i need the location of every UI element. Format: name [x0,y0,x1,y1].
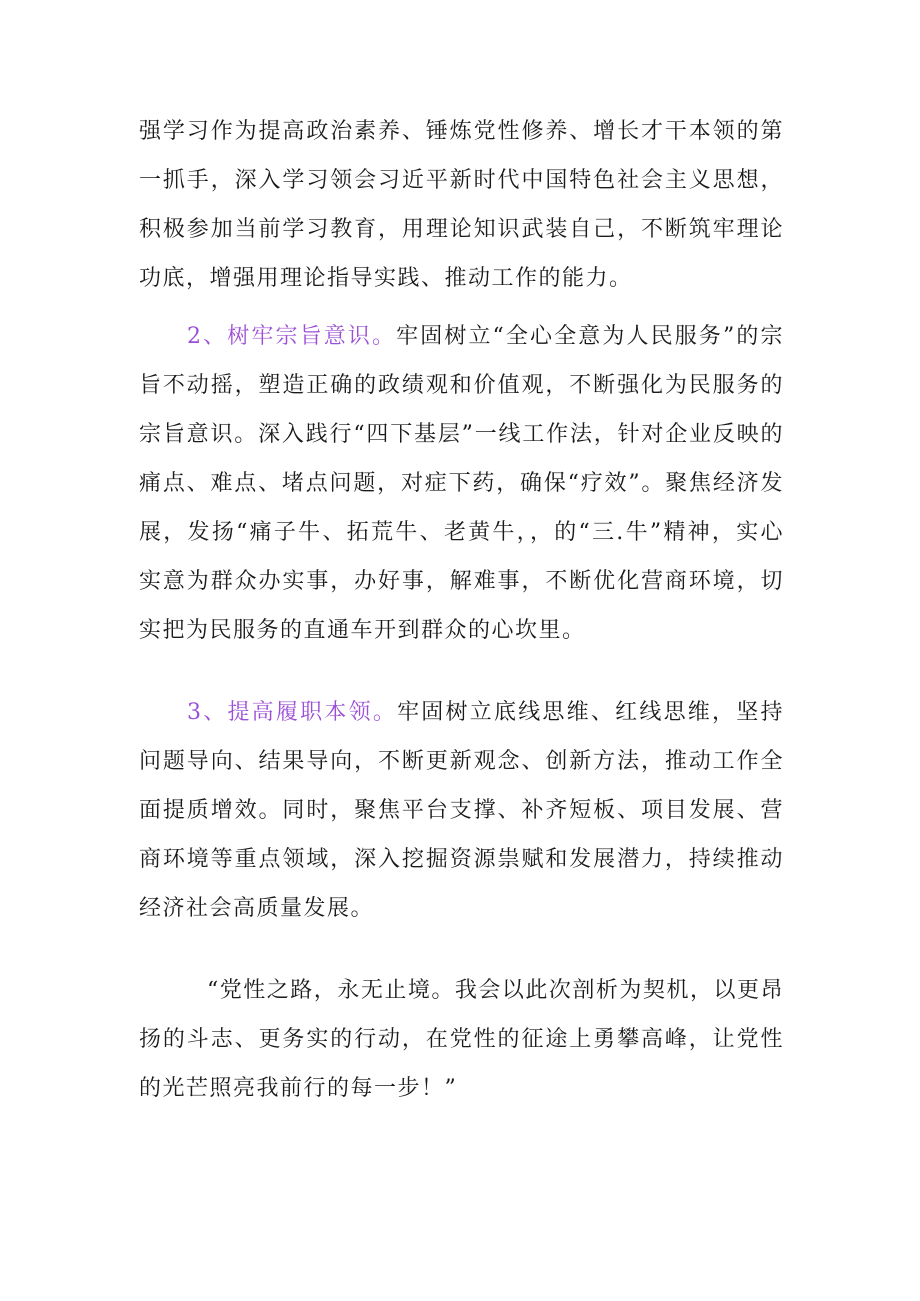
paragraph-study-text: 强学习作为提高政治素养、锤炼党性修养、增长才干本领的第一抓手，深入学习领会习近平新时代中国特色社会主义思想，积极参加当前学习教育，用理论知识武装自己，不断筑牢理论功底，增强用理论指导实践、推动工作的能力。 [139,119,784,291]
paragraph-purpose-awareness [139,312,784,655]
paragraph-study [139,107,784,303]
paragraph-purpose-awareness-text: 牢固树立“全心全意为人民服务”的宗旨不动摇，塑造正确的政绩观和价值观，不断强化为民服务的宗旨意识。深入践行“四下基层”一线工作法，针对企业反映的痛点、难点、堵点问题，对症下药，确保“疗效”。聚焦经济发展，发扬“痛子牛、拓荒牛、老黄牛，，的“三.牛”精神，实心实意为群众办实事，办好事，解难事，不断优化营商环境，切实把为民服务的直通车开到群众的心坎里。 [139,324,784,643]
paragraph-duty-ability-text: 牢固树立底线思维、红线思维，坚持问题导向、结果导向，不断更新观念、创新方法，推动工作全面提质增效。同时，聚焦平台支撑、补齐短板、项目发展、营商环境等重点领域，深入挖掘资源祟赋和发展潜力，持续推动经济社会高质量发展。 [139,700,784,921]
heading-duty-ability: 3、提高履职本领。 [187,700,398,725]
paragraph-duty-ability [139,688,784,933]
paragraph-closing-quote-text: “党性之路，永无止境。我会以此次剖析为契机，以更昂扬的斗志、更务实的行动，在党性的征途上勇攀高峰，让党性的光芒照亮我前行的每一步！” [139,978,784,1101]
paragraph-closing-quote [139,966,784,1113]
heading-purpose-awareness: 2、树牢宗旨意识。 [187,324,397,349]
